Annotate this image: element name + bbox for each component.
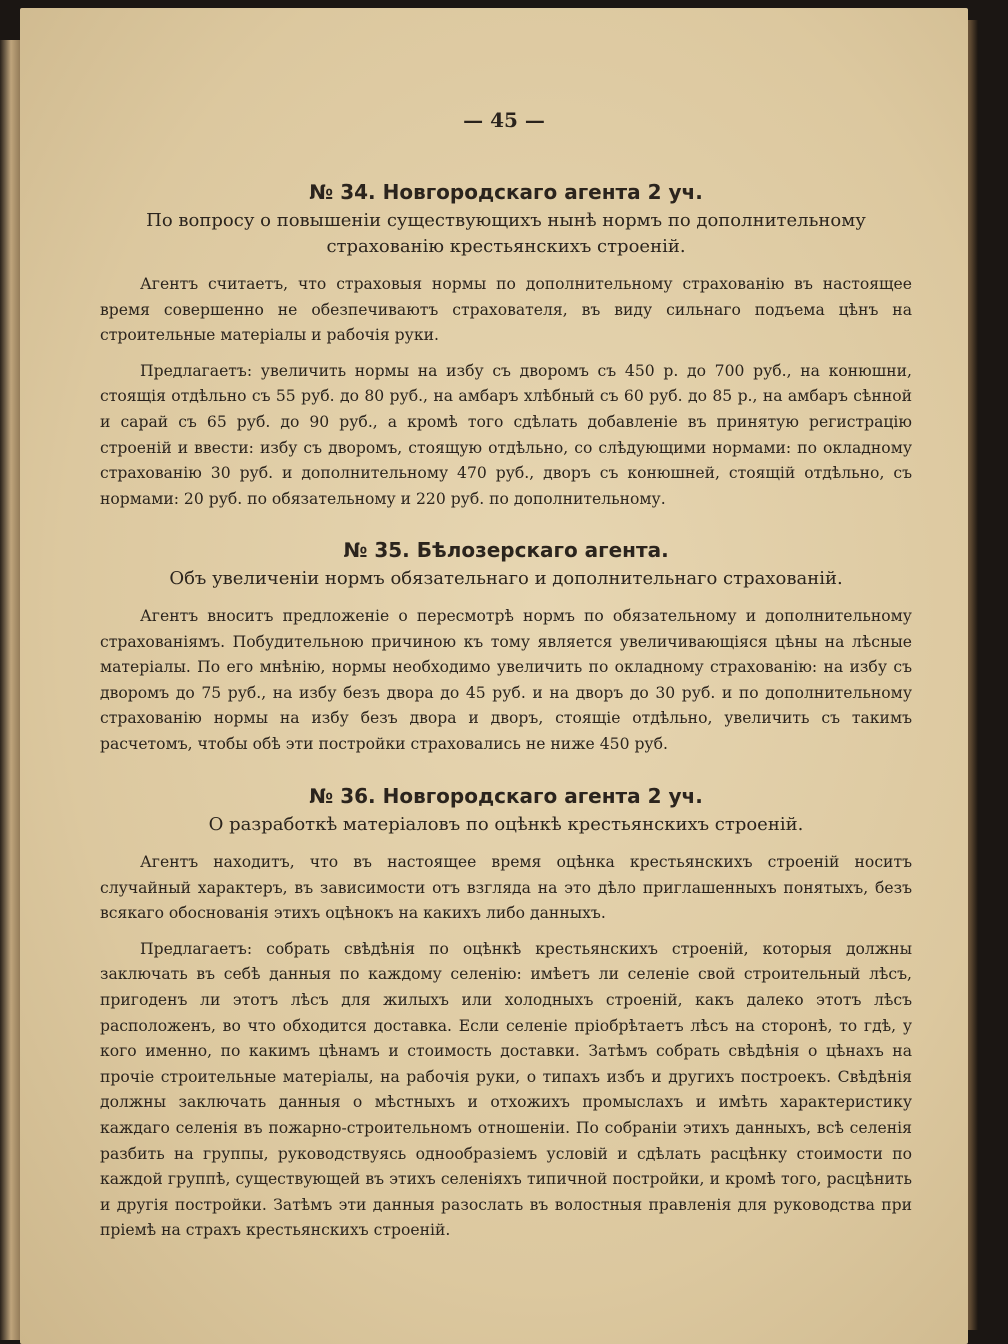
section-heading: № 36. Новгородскаго агента 2 уч. xyxy=(309,784,703,808)
paragraph: Агентъ считаетъ, что страховыя нормы по дополнительному страхованію въ настоящее время совершенно не обезпечиваютъ страхователя, въ виду сильнаго подъема цѣнъ на строительные матеріалы и рабочія руки. xyxy=(100,275,912,345)
book-page xyxy=(20,8,968,1344)
section-subheading: О разработкѣ матеріаловъ по оцѣнкѣ крестьянскихъ строеній. xyxy=(208,814,804,835)
left-page-edge xyxy=(0,40,22,1340)
section-34 xyxy=(100,176,912,522)
section-heading: № 35. Бѣлозерскаго агента. xyxy=(343,538,669,562)
paragraph: Агентъ находитъ, что въ настоящее время оцѣнка крестьянскихъ строеній носитъ случайный характеръ, въ зависимости отъ взгляда на это дѣло приглашенныхъ понятыхъ, безъ всякаго обоснованія этихъ оцѣнокъ на какихъ либо данныхъ. xyxy=(100,853,912,923)
page-number: — 45 — xyxy=(463,108,545,132)
section-35 xyxy=(100,534,912,768)
paragraph: Агентъ вноситъ предложеніе о пересмотрѣ нормъ по обязательному и дополнительному страхованіямъ. Побудительною причиною къ тому является увеличивающіяся цѣны на лѣсные матеріалы. По его мнѣнію, нормы необходимо увеличить по окладному страхованію: на избу съ дворомъ до 75 руб., на избу безъ двора до 45 руб. и на дворъ до 30 руб. и по дополнительному страхованію нормы на избу безъ двора и дворъ, стоящіе отдѣльно, увеличить съ такимъ расчетомъ, чтобы обѣ эти постройки страховались не ниже 450 руб. xyxy=(100,607,912,753)
paragraph: Предлагаетъ: увеличить нормы на избу съ дворомъ съ 450 р. до 700 руб., на конюшни, стоящія отдѣльно съ 55 руб. до 80 руб., на амбаръ хлѣбный съ 60 руб. до 85 р., на амбаръ сѣнной и сарай съ 65 руб. до 90 руб., а кромѣ того сдѣлать добавленіе въ принятую регистрацію строеній и ввести: избу съ дворомъ, стоящую отдѣльно, со слѣдующими нормами: по окладному страхованію 30 руб. и дополнительному 470 руб., дворъ съ конюшней, стоящій отдѣльно, съ нормами: 20 руб. по обязательному и 220 руб. по дополнительному. xyxy=(100,361,912,508)
section-subheading: Объ увеличеніи нормъ обязательнаго и дополнительнаго страхованій. xyxy=(169,568,843,589)
section-subheading: По вопросу о повышеніи существующихъ нынѣ нормъ по дополнительному страхованію крестьянскихъ строеній. xyxy=(146,210,866,257)
section-36 xyxy=(100,780,912,1254)
section-heading: № 34. Новгородскаго агента 2 уч. xyxy=(309,180,703,204)
paragraph: Предлагаетъ: собрать свѣдѣнія по оцѣнкѣ крестьянскихъ строеній, которыя должны заключать въ себѣ данныя по каждому селенію: имѣетъ ли селеніе свой строительный лѣсъ, пригоденъ ли этотъ лѣсъ для жилыхъ или холодныхъ строеній, какъ далеко этотъ лѣсъ расположенъ, во что обходится доставка. Если селеніе пріобрѣтаетъ лѣсъ на сторонѣ, то гдѣ, у кого именно, по какимъ цѣнамъ и стоимость доставки. Затѣмъ собрать свѣдѣнія о цѣнахъ на прочіе строительные матеріалы, на рабочія руки, о типахъ избъ и другихъ построекъ. Свѣдѣнія должны заключать данныя о мѣстныхъ и отхожихъ промыслахъ и имѣть характеристику каждаго селенія въ пожарно-строительномъ отношеніи. По собраніи этихъ данныхъ, всѣ селенія разбить на группы, руководствуясь однообразіемъ условій и сдѣлать расцѣнку стоимости по каждой группѣ, существующей въ этихъ селеніяхъ типичной постройки, и кромѣ того, расцѣнить и другія постройки. Затѣмъ эти данныя разослать въ волостныя правленія для руководства при пріемѣ на страхъ крестьянскихъ строеній. xyxy=(100,939,912,1240)
